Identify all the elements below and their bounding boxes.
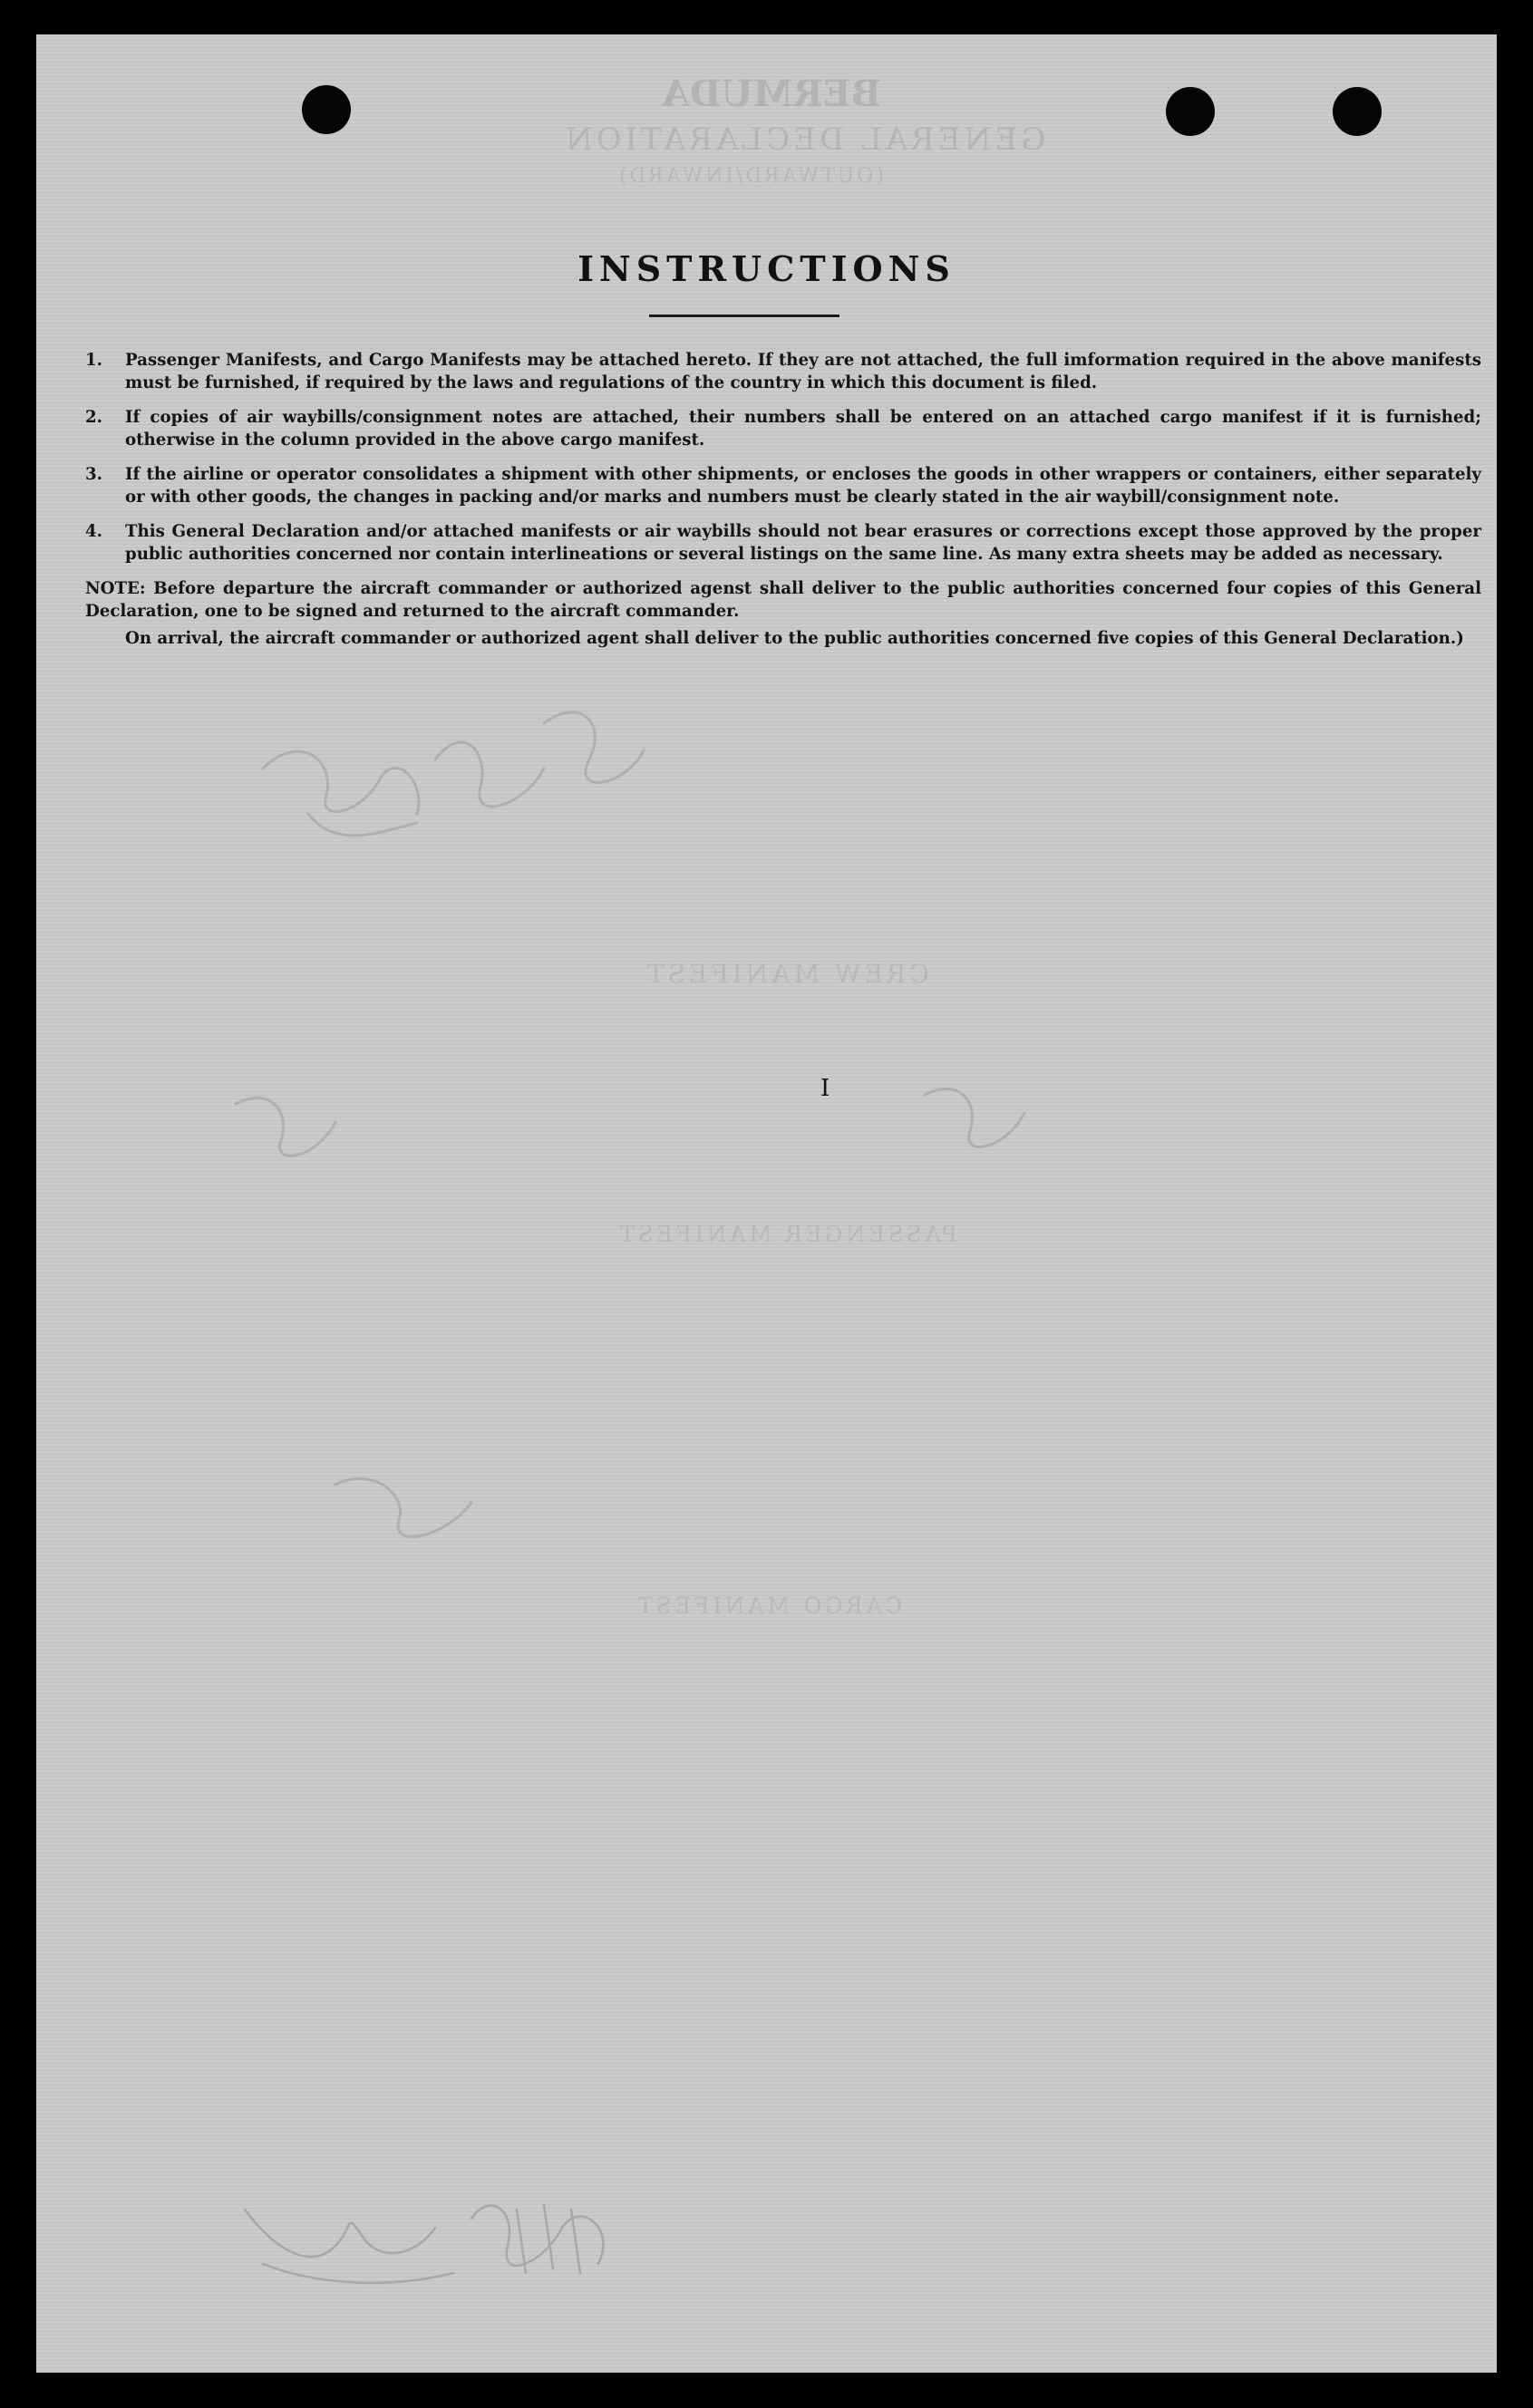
document-sheet bbox=[36, 34, 1497, 2373]
bleed-through-subheader-2: (OUTWARD/INWARD) bbox=[616, 165, 884, 188]
note-label: NOTE: bbox=[85, 579, 146, 598]
handwriting-bleed-through bbox=[36, 34, 1497, 2373]
instruction-number: 3. bbox=[85, 465, 102, 484]
instruction-text: If the airline or operator consolidates a shipment with other shipments, or encloses the goods in other wrappers or containers, either separately or with other goods, the changes in packing and/or marks and numbers must be clearly stated in the air waybill/consignment note. bbox=[125, 465, 1481, 507]
instruction-text: Passenger Manifests, and Cargo Manifests may be attached hereto. If they are not attached, the full imformation required in the above manifests must be furnished, if required by the laws and regulations of the country in which this document is filed. bbox=[125, 351, 1481, 392]
roman-numeral-mark: I bbox=[820, 1075, 830, 1102]
bleed-through-passenger: PASSENGER MANIFEST bbox=[616, 1222, 957, 1247]
instruction-number: 2. bbox=[85, 408, 102, 427]
bleed-through-subheader: GENERAL DECLARATION bbox=[562, 121, 1046, 158]
instruction-text: This General Declaration and/or attached manifests or air waybills should not bear erasures or corrections except those approved by the proper public authorities concerned nor contain interlineations or several listings on the same line. As many extra sheets may be added as necessary. bbox=[125, 522, 1481, 564]
instruction-number: 4. bbox=[85, 522, 102, 541]
note-continuation: On arrival, the aircraft commander or authorized agent shall deliver to the public authorities concerned five copies of this General Declaration.) bbox=[125, 629, 1464, 648]
instructions-title: INSTRUCTIONS bbox=[577, 248, 956, 289]
instruction-text: If copies of air waybills/consignment notes are attached, their numbers shall be entered on an attached cargo manifest if it is furnished; otherwise in the column provided in the above cargo manifest. bbox=[125, 408, 1481, 450]
instruction-number: 1. bbox=[85, 351, 102, 370]
note-text: Before departure the aircraft commander or authorized agenst shall deliver to the public authorities concerned four copies of this General Declaration, one to be signed and returned to the aircraft commander. bbox=[85, 579, 1481, 621]
bleed-through-crew: CREW MANIFEST bbox=[644, 959, 929, 989]
bleed-through-cargo: CARGO MANIFEST bbox=[635, 1593, 903, 1619]
bleed-through-header: BERMUDA bbox=[662, 73, 882, 115]
